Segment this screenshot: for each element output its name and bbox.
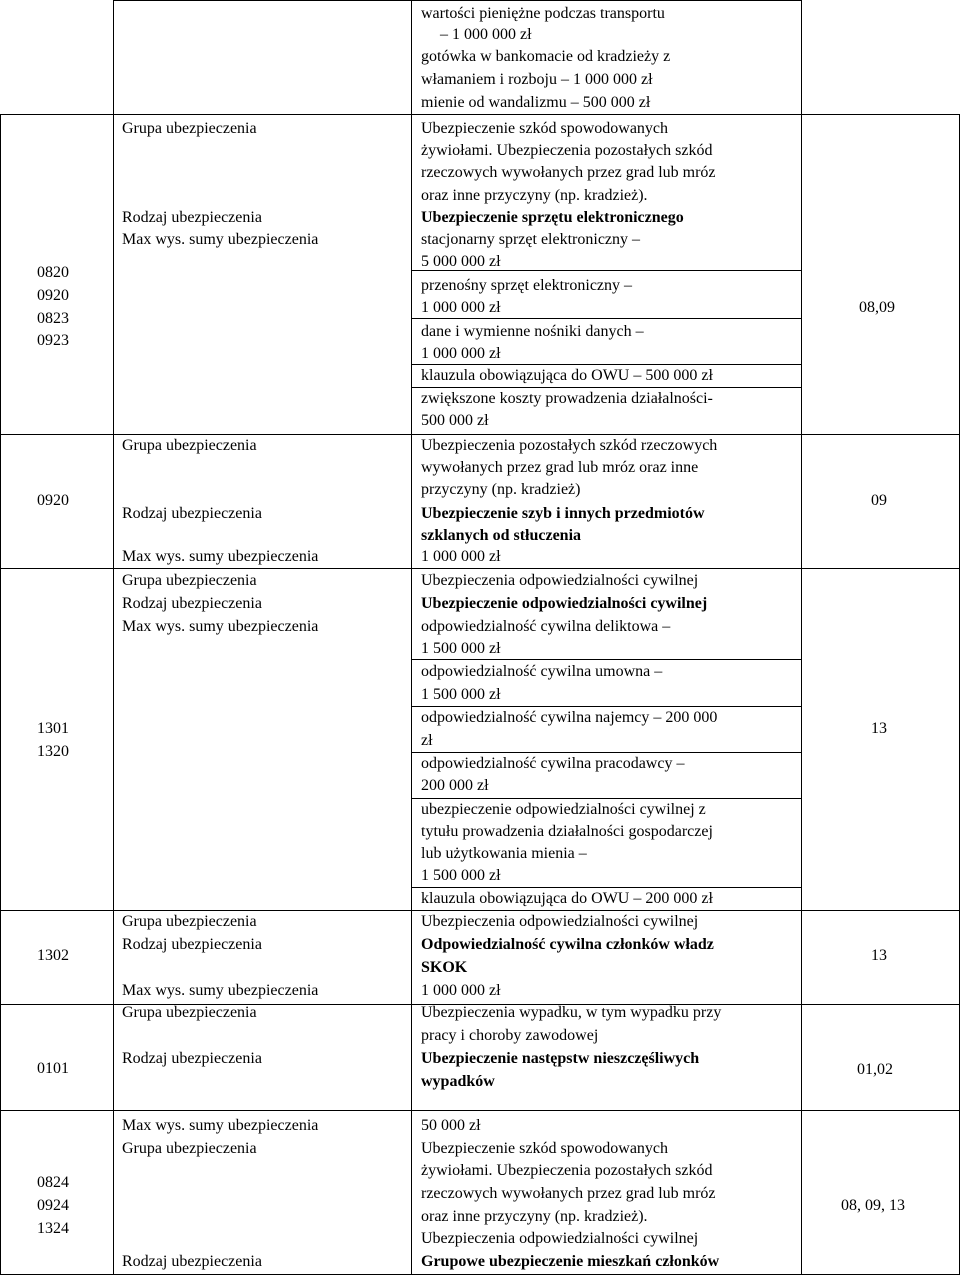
label-grupa: Grupa ubezpieczenia bbox=[122, 437, 257, 454]
desc-line: 1 500 000 zł bbox=[421, 867, 501, 884]
desc-line: odpowiedzialność cywilna najemcy – 200 000 bbox=[421, 709, 718, 726]
desc-line: zł bbox=[421, 732, 433, 749]
insurance-type-title: wypadków bbox=[421, 1073, 495, 1090]
column-divider bbox=[801, 0, 802, 1275]
desc-line: 500 000 zł bbox=[421, 412, 489, 429]
desc-line: oraz inne przyczyny (np. kradzież). bbox=[421, 1208, 648, 1225]
table-border-left bbox=[0, 114, 1, 1275]
code-value: 1320 bbox=[37, 743, 69, 760]
label-grupa: Grupa ubezpieczenia bbox=[122, 1004, 257, 1021]
desc-line: wywołanych przez grad lub mróz oraz inne bbox=[421, 459, 699, 476]
insurance-type-title: Ubezpieczenie szyb i innych przedmiotów bbox=[421, 505, 705, 522]
label-max-sum: Max wys. sumy ubezpieczenia bbox=[122, 231, 319, 248]
desc-line: Ubezpieczenie szkód spowodowanych bbox=[421, 1140, 669, 1157]
desc-line: 5 000 000 zł bbox=[421, 253, 501, 270]
desc-line: Ubezpieczenia odpowiedzialności cywilnej bbox=[421, 572, 699, 589]
column-divider bbox=[113, 0, 114, 1275]
code-value: 1324 bbox=[37, 1220, 69, 1237]
label-rodzaj: Rodzaj ubezpieczenia bbox=[122, 1253, 262, 1270]
desc-line: 1 500 000 zł bbox=[421, 686, 501, 703]
desc-line: 50 000 zł bbox=[421, 1117, 481, 1134]
class-value: 08,09 bbox=[859, 299, 895, 316]
desc-line: 200 000 zł bbox=[421, 777, 489, 794]
desc-line: ubezpieczenie odpowiedzialności cywilnej z bbox=[421, 801, 706, 818]
desc-line: odpowiedzialność cywilna deliktowa – bbox=[421, 618, 671, 635]
class-value: 09 bbox=[871, 492, 887, 509]
table-border-top bbox=[113, 0, 801, 1]
label-max-sum: Max wys. sumy ubezpieczenia bbox=[122, 548, 319, 565]
column-divider bbox=[411, 0, 412, 1275]
code-value: 0923 bbox=[37, 332, 69, 349]
desc-line: Ubezpieczenia wypadku, w tym wypadku przy bbox=[421, 1004, 722, 1021]
desc-top-line: gotówka w bankomacie od kradzieży z bbox=[421, 48, 671, 65]
label-grupa: Grupa ubezpieczenia bbox=[122, 913, 257, 930]
desc-line: odpowiedzialność cywilna pracodawcy – bbox=[421, 755, 685, 772]
desc-line: rzeczowych wywołanych przez grad lub mróz bbox=[421, 1185, 716, 1202]
label-rodzaj: Rodzaj ubezpieczenia bbox=[122, 1050, 262, 1067]
code-value: 0924 bbox=[37, 1197, 69, 1214]
desc-line: zwiększone koszty prowadzenia działalności- bbox=[421, 390, 713, 407]
desc-line: 1 500 000 zł bbox=[421, 640, 501, 657]
desc-line: oraz inne przyczyny (np. kradzież). bbox=[421, 187, 648, 204]
insurance-type-title: Odpowiedzialność cywilna członków władz bbox=[421, 936, 714, 953]
label-max-sum: Max wys. sumy ubezpieczenia bbox=[122, 982, 319, 999]
desc-line: Ubezpieczenia pozostałych szkód rzeczowych bbox=[421, 437, 718, 454]
code-value: 0820 bbox=[37, 264, 69, 281]
desc-top-line: wartości pieniężne podczas transportu bbox=[421, 5, 665, 22]
desc-line: rzeczowych wywołanych przez grad lub mróz bbox=[421, 164, 716, 181]
desc-line: Ubezpieczenie szkód spowodowanych bbox=[421, 120, 669, 137]
insurance-type-title: szklanych od stłuczenia bbox=[421, 527, 582, 544]
class-value: 13 bbox=[871, 720, 887, 737]
desc-line: 1 000 000 zł bbox=[421, 299, 501, 316]
label-grupa: Grupa ubezpieczenia bbox=[122, 120, 257, 137]
label-rodzaj: Rodzaj ubezpieczenia bbox=[122, 936, 262, 953]
code-value: 0824 bbox=[37, 1174, 69, 1191]
desc-line: Ubezpieczenia odpowiedzialności cywilnej bbox=[421, 913, 699, 930]
code-value: 0823 bbox=[37, 310, 69, 327]
insurance-type-title: Ubezpieczenie sprzętu elektronicznego bbox=[421, 209, 684, 226]
code-value: 0920 bbox=[37, 492, 69, 509]
class-value: 01,02 bbox=[857, 1061, 893, 1078]
insurance-type-title: Ubezpieczenie odpowiedzialności cywilnej bbox=[421, 595, 708, 612]
desc-top-line: mienie od wandalizmu – 500 000 zł bbox=[421, 94, 651, 111]
insurance-type-title: SKOK bbox=[421, 959, 468, 976]
code-value: 1301 bbox=[37, 720, 69, 737]
desc-line: klauzula obowiązująca do OWU – 500 000 zł bbox=[421, 367, 713, 384]
code-value: 1302 bbox=[37, 947, 69, 964]
label-max-sum: Max wys. sumy ubezpieczenia bbox=[122, 1117, 319, 1134]
desc-line: 1 000 000 zł bbox=[421, 345, 501, 362]
label-grupa: Grupa ubezpieczenia bbox=[122, 572, 257, 589]
label-grupa: Grupa ubezpieczenia bbox=[122, 1140, 257, 1157]
desc-line: 1 000 000 zł bbox=[421, 982, 501, 999]
desc-line: dane i wymienne nośniki danych – bbox=[421, 323, 644, 340]
code-value: 0920 bbox=[37, 287, 69, 304]
desc-line: tytułu prowadzenia działalności gospodarczej bbox=[421, 823, 713, 840]
desc-line: stacjonarny sprzęt elektroniczny – bbox=[421, 231, 641, 248]
code-value: 0101 bbox=[37, 1060, 69, 1077]
insurance-type-title: Ubezpieczenie następstw nieszczęśliwych bbox=[421, 1050, 700, 1067]
desc-line: przyczyny (np. kradzież) bbox=[421, 481, 581, 498]
desc-line: pracy i choroby zawodowej bbox=[421, 1027, 599, 1044]
label-rodzaj: Rodzaj ubezpieczenia bbox=[122, 209, 262, 226]
desc-line: żywiołami. Ubezpieczenia pozostałych szkód bbox=[421, 142, 713, 159]
desc-top-line: włamaniem i rozboju – 1 000 000 zł bbox=[421, 71, 653, 88]
row-divider bbox=[0, 1110, 960, 1111]
class-value: 08, 09, 13 bbox=[841, 1197, 905, 1214]
class-value: 13 bbox=[871, 947, 887, 964]
label-rodzaj: Rodzaj ubezpieczenia bbox=[122, 595, 262, 612]
desc-line: żywiołami. Ubezpieczenia pozostałych szkód bbox=[421, 1162, 713, 1179]
desc-line: 1 000 000 zł bbox=[421, 548, 501, 565]
label-max-sum: Max wys. sumy ubezpieczenia bbox=[122, 618, 319, 635]
insurance-type-title: Grupowe ubezpieczenie mieszkań członków bbox=[421, 1253, 720, 1270]
desc-line: odpowiedzialność cywilna umowna – bbox=[421, 663, 663, 680]
desc-line: lub użytkowania mienia – bbox=[421, 845, 587, 862]
desc-top-line: – 1 000 000 zł bbox=[440, 26, 532, 43]
desc-line: Ubezpieczenia odpowiedzialności cywilnej bbox=[421, 1230, 699, 1247]
desc-line: klauzula obowiązująca do OWU – 200 000 zł bbox=[421, 890, 713, 907]
label-rodzaj: Rodzaj ubezpieczenia bbox=[122, 505, 262, 522]
desc-line: przenośny sprzęt elektroniczny – bbox=[421, 277, 633, 294]
